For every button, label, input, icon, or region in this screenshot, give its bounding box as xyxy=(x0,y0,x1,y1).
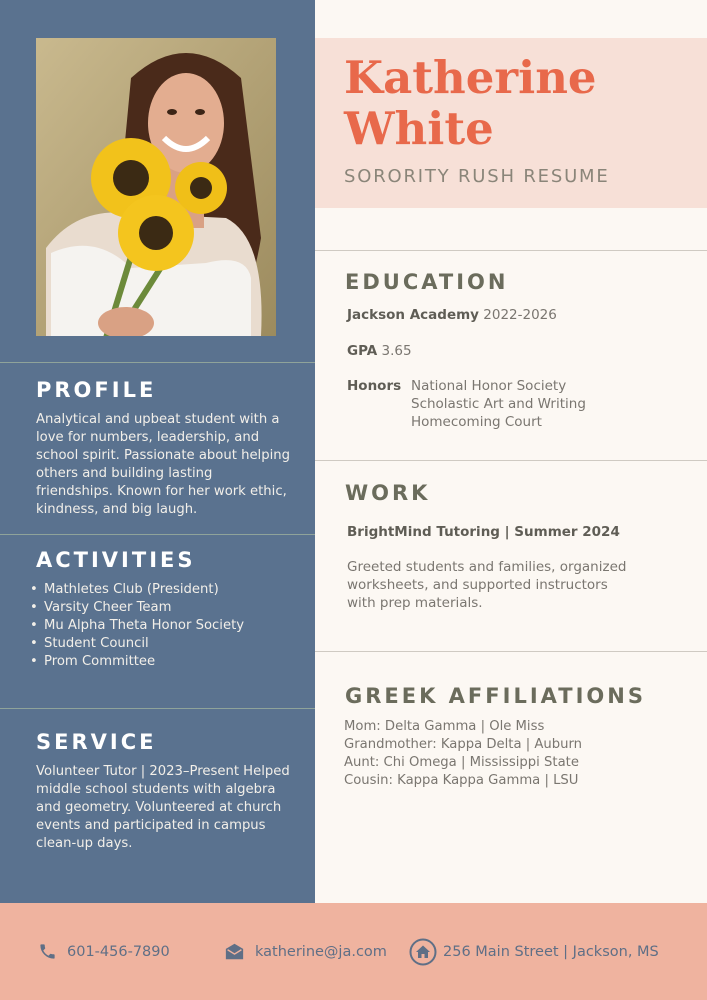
profile-heading: PROFILE xyxy=(36,378,157,402)
list-item: Mom: Delta Gamma | Ole Miss xyxy=(344,719,545,734)
contact-email[interactable] xyxy=(224,903,387,1000)
list-item: • Varsity Cheer Team xyxy=(22,599,292,617)
profile-section xyxy=(36,378,292,519)
portrait-with-sunflowers-icon xyxy=(36,38,276,336)
sidebar-divider xyxy=(0,534,315,535)
list-item: • Mathletes Club (President) xyxy=(22,581,292,599)
phone-text: 601-456-7890 xyxy=(67,943,170,960)
envelope-icon xyxy=(224,942,245,961)
list-item: Aunt: Chi Omega | Mississippi State xyxy=(344,755,579,770)
last-name: White xyxy=(344,102,494,155)
service-heading: SERVICE xyxy=(36,730,157,754)
greek-heading: GREEK AFFILIATIONS xyxy=(345,684,646,708)
gpa-label: GPA xyxy=(347,343,378,359)
home-icon xyxy=(409,938,437,966)
content-divider xyxy=(315,250,707,251)
list-item: Scholastic Art and Writing xyxy=(411,396,586,412)
work-title: BrightMind Tutoring | Summer 2024 xyxy=(347,524,620,540)
list-item: National Honor Society xyxy=(411,378,567,394)
education-school-line xyxy=(347,306,557,324)
service-section xyxy=(36,730,292,853)
list-item: • Prom Committee xyxy=(22,653,292,671)
work-description: Greeted students and families, organized worksheets, and supported instructors with prep materials. xyxy=(347,559,627,611)
contact-phone[interactable] xyxy=(38,903,170,1000)
contact-footer xyxy=(0,903,707,1000)
email-text: katherine@ja.com xyxy=(255,943,387,960)
list-item: Homecoming Court xyxy=(411,414,542,430)
education-gpa-line xyxy=(347,342,412,360)
work-heading: WORK xyxy=(345,481,431,505)
sidebar xyxy=(0,0,315,903)
profile-text: Analytical and upbeat student with a love for numbers, leadership, and school spirit. Passionate about helping others and building lasting friendships. Known for her work ethic, kindness, and big laugh. xyxy=(36,412,290,517)
resume-subtitle: SORORITY RUSH RESUME xyxy=(344,166,610,187)
activities-heading: ACTIVITIES xyxy=(36,548,196,572)
gpa-value: 3.65 xyxy=(381,343,412,359)
content-divider xyxy=(315,460,707,461)
school-years: 2022-2026 xyxy=(483,307,557,323)
list-item: • Mu Alpha Theta Honor Society xyxy=(22,617,292,635)
list-item: Cousin: Kappa Kappa Gamma | LSU xyxy=(344,773,579,788)
sidebar-divider xyxy=(0,708,315,709)
full-name xyxy=(344,52,597,154)
list-item: • Student Council xyxy=(22,635,292,653)
honors-list xyxy=(411,377,586,431)
education-heading: EDUCATION xyxy=(345,270,509,294)
first-name: Katherine xyxy=(344,51,597,104)
contact-address[interactable] xyxy=(409,903,659,1000)
list-item: Grandmother: Kappa Delta | Auburn xyxy=(344,737,583,752)
phone-icon xyxy=(38,942,57,961)
activities-list xyxy=(22,581,292,671)
address-text: 256 Main Street | Jackson, MS xyxy=(443,943,659,960)
honors-label-line xyxy=(347,377,401,395)
service-text: Volunteer Tutor | 2023–Present Helped middle school students with algebra and geometry. Volunteered at church events and participated in campus clean-up days. xyxy=(36,764,290,851)
school-name: Jackson Academy xyxy=(347,307,479,323)
sidebar-divider xyxy=(0,362,315,363)
honors-label: Honors xyxy=(347,378,402,394)
content-divider xyxy=(315,651,707,652)
greek-list xyxy=(344,718,582,790)
activities-section xyxy=(36,548,292,671)
profile-photo xyxy=(36,38,276,336)
